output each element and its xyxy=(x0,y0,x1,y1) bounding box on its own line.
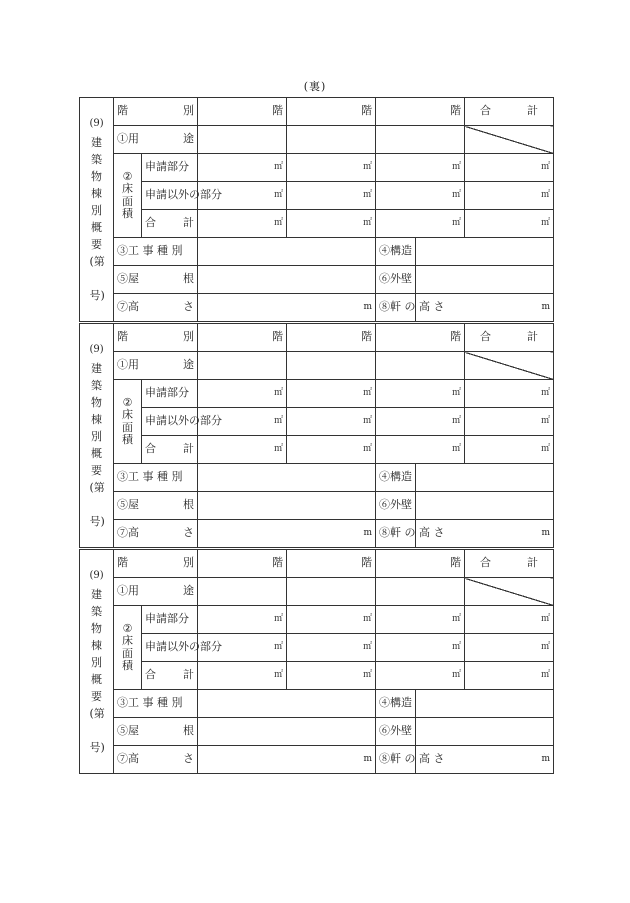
area-label: ② 床 面 積 xyxy=(114,606,142,690)
floor-cell-3[interactable]: 階 xyxy=(376,550,465,578)
area-apply-2[interactable]: ㎡ xyxy=(287,380,376,408)
area-total-2[interactable]: ㎡ xyxy=(287,210,376,238)
side-number-close: 号) xyxy=(89,515,105,528)
yane-label: ⑤屋 根 xyxy=(114,492,198,520)
nokitakasa-label: ⑧軒 の 高 さ xyxy=(376,294,416,322)
area-other-3[interactable]: ㎡ xyxy=(376,408,465,436)
youto-input-3[interactable] xyxy=(376,578,465,606)
area-other-label: 申請以外の部分 xyxy=(142,408,198,436)
area-total-3[interactable]: ㎡ xyxy=(376,210,465,238)
youto-input-1[interactable] xyxy=(198,126,287,154)
youto-input-2[interactable] xyxy=(287,352,376,380)
nokitakasa-input[interactable]: m xyxy=(416,746,554,774)
kozo-input[interactable] xyxy=(416,464,554,492)
youto-input-3[interactable] xyxy=(376,352,465,380)
youto-input-2[interactable] xyxy=(287,578,376,606)
side-label xyxy=(80,550,114,774)
side-number-close: 号) xyxy=(89,289,105,302)
youto-input-1[interactable] xyxy=(198,352,287,380)
area-other-total[interactable]: ㎡ xyxy=(465,634,554,662)
yane-input[interactable] xyxy=(198,718,376,746)
area-apply-3[interactable]: ㎡ xyxy=(376,380,465,408)
total-header: 合 計 xyxy=(465,98,554,126)
kozo-input[interactable] xyxy=(416,238,554,266)
nokitakasa-input[interactable]: m xyxy=(416,520,554,548)
area-apply-label: 申請部分 xyxy=(142,380,198,408)
area-label: ② 床 面 積 xyxy=(114,380,142,464)
area-other-2[interactable]: ㎡ xyxy=(287,182,376,210)
kozo-label: ④構 造 xyxy=(376,690,416,718)
koji-label: ③工 事 種 別 xyxy=(114,238,198,266)
area-total-label: 合 計 xyxy=(142,662,198,690)
area-other-2[interactable]: ㎡ xyxy=(287,408,376,436)
area-other-1[interactable]: ㎡ xyxy=(198,182,287,210)
kozo-input[interactable] xyxy=(416,690,554,718)
side-number-close: 号) xyxy=(89,741,105,754)
area-total-total[interactable]: ㎡ xyxy=(465,662,554,690)
area-apply-total[interactable]: ㎡ xyxy=(465,606,554,634)
youto-label: ①用 途 xyxy=(114,126,198,154)
area-apply-total[interactable]: ㎡ xyxy=(465,154,554,182)
youto-input-1[interactable] xyxy=(198,578,287,606)
page-title: (裏) xyxy=(303,80,327,93)
floor-cell-3[interactable]: 階 xyxy=(376,324,465,352)
takasa-label: ⑦高 さ xyxy=(114,294,198,322)
nokitakasa-input[interactable]: m xyxy=(416,294,554,322)
gaiheki-label: ⑥外 壁 xyxy=(376,718,416,746)
area-other-total[interactable]: ㎡ xyxy=(465,182,554,210)
area-other-total[interactable]: ㎡ xyxy=(465,408,554,436)
floor-cell-1[interactable]: 階 xyxy=(198,550,287,578)
side-label xyxy=(80,324,114,548)
area-other-3[interactable]: ㎡ xyxy=(376,634,465,662)
takasa-input[interactable]: m xyxy=(198,520,376,548)
area-total-3[interactable]: ㎡ xyxy=(376,436,465,464)
area-other-label: 申請以外の部分 xyxy=(142,634,198,662)
kozo-label: ④構 造 xyxy=(376,464,416,492)
side-number: (9) xyxy=(89,344,104,355)
youto-input-2[interactable] xyxy=(287,126,376,154)
building-summary-block-3 xyxy=(79,549,554,774)
yane-input[interactable] xyxy=(198,492,376,520)
side-title: 建築物棟別概要 xyxy=(91,362,102,477)
yane-input[interactable] xyxy=(198,266,376,294)
building-summary-block-2 xyxy=(79,323,554,548)
koji-input[interactable] xyxy=(198,464,376,492)
floor-cell-1[interactable]: 階 xyxy=(198,98,287,126)
takasa-label: ⑦高 さ xyxy=(114,520,198,548)
side-number: (9) xyxy=(89,570,104,581)
building-summary-block-1 xyxy=(79,97,554,322)
takasa-input[interactable]: m xyxy=(198,746,376,774)
area-apply-1[interactable]: ㎡ xyxy=(198,380,287,408)
koji-label: ③工 事 種 別 xyxy=(114,690,198,718)
floor-cell-2[interactable]: 階 xyxy=(287,550,376,578)
koji-input[interactable] xyxy=(198,690,376,718)
youto-input-3[interactable] xyxy=(376,126,465,154)
side-title: 建築物棟別概要 xyxy=(91,136,102,251)
area-apply-label: 申請部分 xyxy=(142,154,198,182)
youto-label: ①用 途 xyxy=(114,352,198,380)
koji-label: ③工 事 種 別 xyxy=(114,464,198,492)
area-apply-total[interactable]: ㎡ xyxy=(465,380,554,408)
area-other-1[interactable]: ㎡ xyxy=(198,408,287,436)
area-apply-2[interactable]: ㎡ xyxy=(287,154,376,182)
area-total-label: 合 計 xyxy=(142,210,198,238)
floor-cell-2[interactable]: 階 xyxy=(287,98,376,126)
area-apply-2[interactable]: ㎡ xyxy=(287,606,376,634)
area-total-3[interactable]: ㎡ xyxy=(376,662,465,690)
area-label: ② 床 面 積 xyxy=(114,154,142,238)
floor-cell-1[interactable]: 階 xyxy=(198,324,287,352)
side-title: 建築物棟別概要 xyxy=(91,588,102,703)
area-total-1[interactable]: ㎡ xyxy=(198,210,287,238)
youto-total-diagonal xyxy=(465,126,554,154)
area-total-1[interactable]: ㎡ xyxy=(198,436,287,464)
side-number-open: (第 xyxy=(89,255,105,268)
youto-total-diagonal xyxy=(465,352,554,380)
area-apply-3[interactable]: ㎡ xyxy=(376,606,465,634)
area-other-3[interactable]: ㎡ xyxy=(376,182,465,210)
kaibetsu-label: 階 別 xyxy=(114,550,198,578)
kaibetsu-label: 階 別 xyxy=(114,324,198,352)
area-total-2[interactable]: ㎡ xyxy=(287,436,376,464)
gaiheki-input[interactable] xyxy=(416,718,554,746)
floor-cell-2[interactable]: 階 xyxy=(287,324,376,352)
area-other-2[interactable]: ㎡ xyxy=(287,634,376,662)
area-apply-label: 申請部分 xyxy=(142,606,198,634)
total-header: 合 計 xyxy=(465,324,554,352)
area-other-1[interactable]: ㎡ xyxy=(198,634,287,662)
side-label xyxy=(80,98,114,322)
floor-cell-3[interactable]: 階 xyxy=(376,98,465,126)
yane-label: ⑤屋 根 xyxy=(114,266,198,294)
area-total-total[interactable]: ㎡ xyxy=(465,210,554,238)
area-other-label: 申請以外の部分 xyxy=(142,182,198,210)
youto-total-diagonal xyxy=(465,578,554,606)
area-total-1[interactable]: ㎡ xyxy=(198,662,287,690)
takasa-label: ⑦高 さ xyxy=(114,746,198,774)
area-total-label: 合 計 xyxy=(142,436,198,464)
yane-label: ⑤屋 根 xyxy=(114,718,198,746)
area-apply-1[interactable]: ㎡ xyxy=(198,606,287,634)
side-number-open: (第 xyxy=(89,481,105,494)
kozo-label: ④構 造 xyxy=(376,238,416,266)
area-apply-3[interactable]: ㎡ xyxy=(376,154,465,182)
total-header: 合 計 xyxy=(465,550,554,578)
youto-label: ①用 途 xyxy=(114,578,198,606)
nokitakasa-label: ⑧軒 の 高 さ xyxy=(376,746,416,774)
side-number-open: (第 xyxy=(89,707,105,720)
area-apply-1[interactable]: ㎡ xyxy=(198,154,287,182)
takasa-input[interactable]: m xyxy=(198,294,376,322)
gaiheki-input[interactable] xyxy=(416,492,554,520)
koji-input[interactable] xyxy=(198,238,376,266)
area-total-total[interactable]: ㎡ xyxy=(465,436,554,464)
area-total-2[interactable]: ㎡ xyxy=(287,662,376,690)
gaiheki-label: ⑥外 壁 xyxy=(376,266,416,294)
kaibetsu-label: 階 別 xyxy=(114,98,198,126)
side-number: (9) xyxy=(89,118,104,129)
gaiheki-label: ⑥外 壁 xyxy=(376,492,416,520)
nokitakasa-label: ⑧軒 の 高 さ xyxy=(376,520,416,548)
gaiheki-input[interactable] xyxy=(416,266,554,294)
